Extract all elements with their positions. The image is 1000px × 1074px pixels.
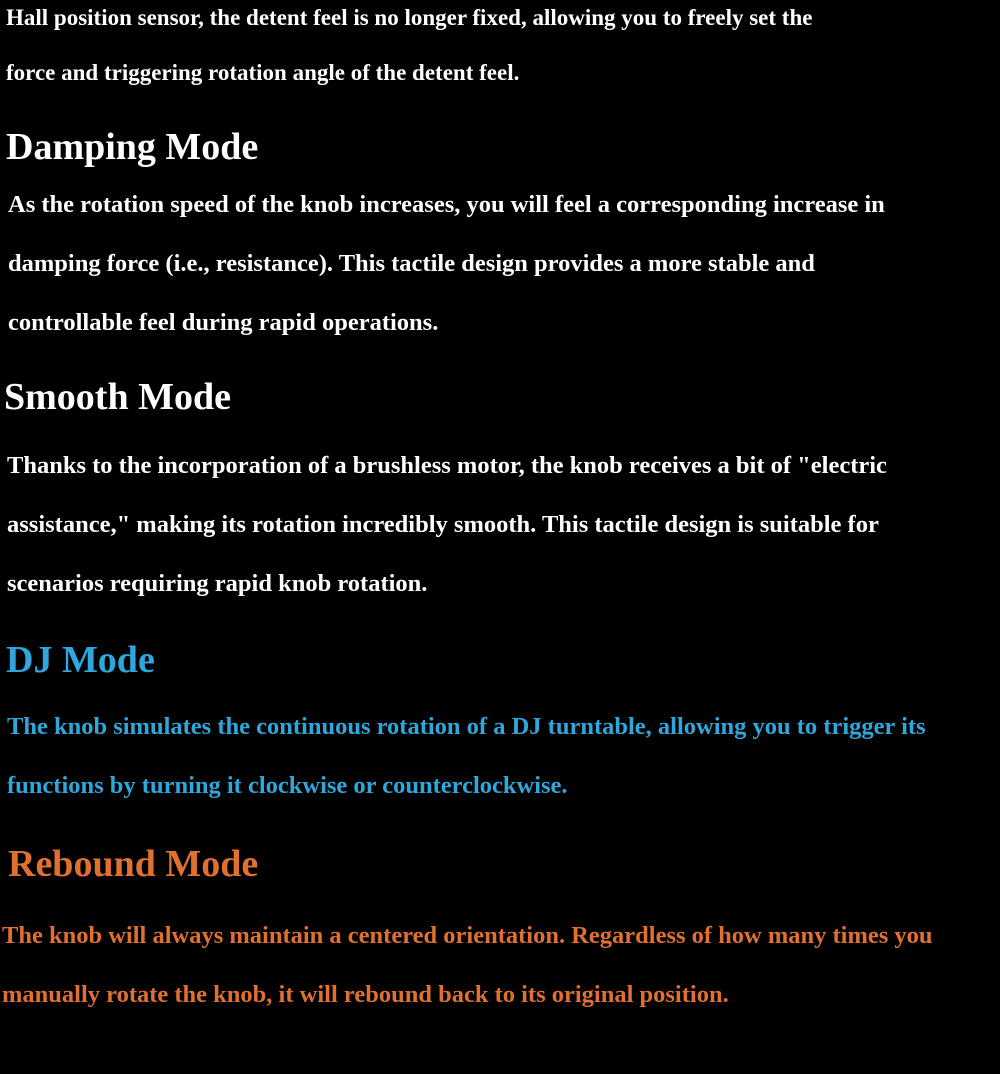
damping-mode-line-3: controllable feel during rapid operations. (8, 309, 439, 336)
intro-line-2: force and triggering rotation angle of the detent feel. (6, 60, 520, 85)
damping-mode-title: Damping Mode (6, 126, 259, 168)
dj-mode-line-1: The knob simulates the continuous rotation of a DJ turntable, allowing you to trigger its (7, 713, 926, 740)
rebound-mode-title: Rebound Mode (8, 843, 259, 885)
intro-line-1: Hall position sensor, the detent feel is no longer fixed, allowing you to freely set the (6, 5, 813, 30)
dj-mode-title: DJ Mode (6, 639, 155, 681)
smooth-mode-title: Smooth Mode (4, 376, 231, 418)
dj-mode-line-2: functions by turning it clockwise or counterclockwise. (7, 772, 568, 799)
smooth-mode-line-3: scenarios requiring rapid knob rotation. (7, 570, 428, 597)
smooth-mode-line-1: Thanks to the incorporation of a brushless motor, the knob receives a bit of "electric (7, 452, 887, 479)
damping-mode-line-1: As the rotation speed of the knob increases, you will feel a corresponding increase in (8, 191, 885, 218)
smooth-mode-line-2: assistance," making its rotation incredibly smooth. This tactile design is suitable for (7, 511, 879, 538)
damping-mode-line-2: damping force (i.e., resistance). This tactile design provides a more stable and (8, 250, 815, 277)
rebound-mode-line-1: The knob will always maintain a centered orientation. Regardless of how many times you (2, 922, 933, 949)
rebound-mode-line-2: manually rotate the knob, it will rebound back to its original position. (2, 981, 729, 1008)
